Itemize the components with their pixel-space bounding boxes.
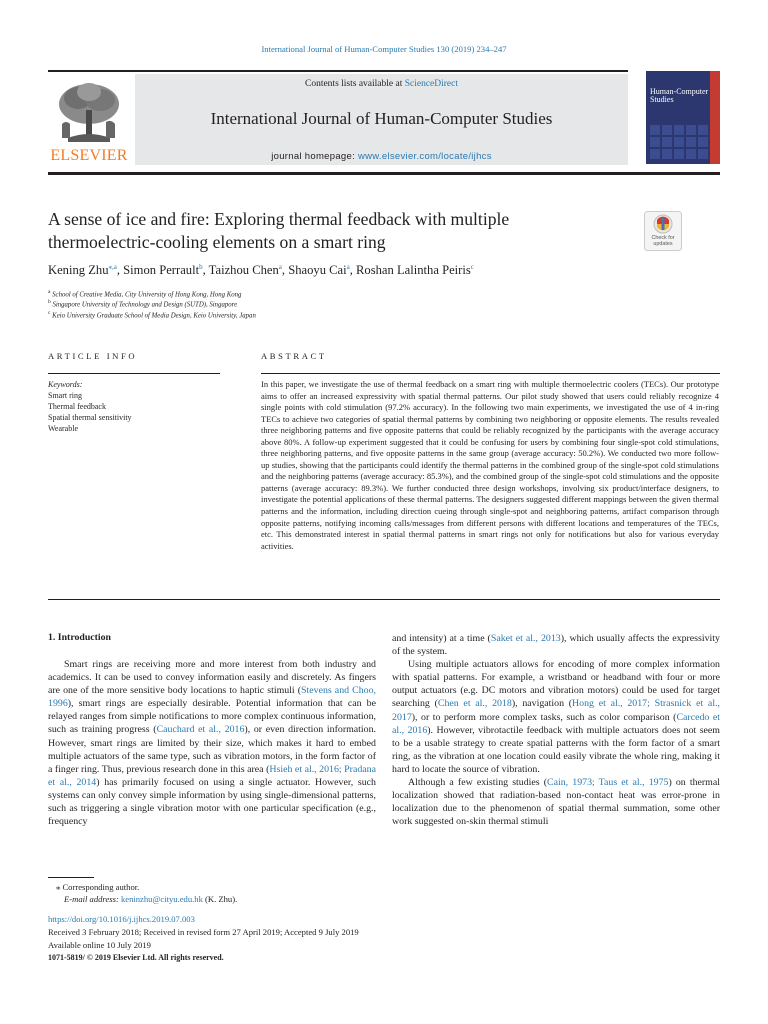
author-name[interactable]: Kening Zhu bbox=[48, 263, 109, 278]
author-name[interactable]: Simon Perrault bbox=[123, 263, 200, 278]
available-online: Available online 10 July 2019 bbox=[48, 940, 151, 950]
body-column-right bbox=[392, 632, 720, 828]
keyword: Thermal feedback bbox=[48, 402, 106, 411]
keyword: Wearable bbox=[48, 424, 78, 433]
keyword: Spatial thermal sensitivity bbox=[48, 413, 132, 422]
copyright: 1071-5819/ © 2019 Elsevier Ltd. All rights reserved. bbox=[48, 953, 224, 962]
body-text: ) has primarily focused on using a single actuator. However, such systems can only convey simple information by using single-dimensional patterns, such as triggering a single vibration motor with one particular specification (e.g., frequency bbox=[48, 776, 376, 828]
homepage-link[interactable]: www.elsevier.com/locate/ijhcs bbox=[357, 151, 492, 162]
contents-line: Contents lists available at ScienceDirect bbox=[304, 79, 458, 89]
body-column-left bbox=[48, 658, 376, 828]
body-text: ), or even direction information. However, smart rings are limited by their size, which makes it hard to embed multiple actuators of the same type, such as vibration motors, in the form factor of a finger ring. Thus, previous research done in this area ( bbox=[48, 724, 377, 775]
body-text: ) on thermal localization showed that radiation-based non-contact heat was error-prone in localization due to the phenomenon of spatial thermal summation, some other work suggested on-skin thermal stimuli bbox=[392, 777, 720, 828]
body-paragraph bbox=[392, 632, 720, 658]
body-paragraph bbox=[392, 776, 720, 828]
sciencedirect-link[interactable]: ScienceDirect bbox=[404, 79, 458, 89]
journal-cover-image[interactable] bbox=[646, 71, 720, 164]
email-line: E-mail address: keninzhu@cityu.edu.hk (K. Zhu). bbox=[64, 894, 238, 904]
author-name[interactable]: Shaoyu Cai bbox=[288, 263, 347, 278]
citation-link[interactable]: Chen et al., 2018 bbox=[437, 698, 512, 710]
citation-link[interactable]: Cauchard et al., 2016 bbox=[156, 724, 245, 736]
abstract-text: In this paper, we investigate the use of thermal feedback on a smart ring with multiple thermoelectric coolers (TECs). Our prototype aims to offer an increased expressivity with spatial thermal patterns. Our pilot study showed that users could reliably recognize 4 single points with cold stimulation (97.2% accuracy). In the following two main experiments, we investigated the use of 4 in-ring TECs to achieve two categories of spatial thermal patterns by combining two neighboring or opposite elements. The results revealed three neighboring patterns and five opposite patterns that could be reliably recognized by the participants with the average accuracy above 80%. A follow-up experiment suggested that it could be confusing for users by combining four single-spot cold stimulations, three neighboring patterns, and five opposite patterns in the same group (average accuracy: 50.2%). We conducted two more follow-up studies, showing that the participants could identify the thermal patterns in the combined group of the single-spot cold stimulations and the neighboring patterns (average accuracy: 85.3%), and the combined group of the single-spot cold stimulations and the opposite patterns (average accuracy: 89.3%). We further conducted three design workshops, involving six product/interface designers, to investigate the potential applications of these thermal patterns. The designers suggested different mappings between the given thermal patterns and the information, including direction cueing through single-spot and neighboring patterns, artifact comparison through opposite patterns, notifying incoming calls/messages from different persons with different locations and temperatures of the TECs, etc. This demonstrated interest in spatial thermal patterns in smart rings not only for notifications but also for various everyday activities. bbox=[261, 379, 719, 551]
article-info-rule bbox=[48, 373, 220, 374]
journal-title: International Journal of Human-Computer Studies bbox=[210, 109, 553, 128]
body-text: Although a few existing studies ( bbox=[408, 777, 548, 789]
header-top-rule bbox=[48, 70, 628, 72]
header-bottom-rule bbox=[48, 172, 720, 175]
body-text: ), or to perform more complex tasks, such as color comparison ( bbox=[411, 711, 677, 723]
author-affil-mark[interactable]: c bbox=[470, 263, 474, 271]
citation-link[interactable]: Hong et al., 2017; Strasnick et al., 2017 bbox=[392, 698, 721, 723]
section-heading-introduction: 1. Introduction bbox=[48, 632, 111, 643]
author-name[interactable]: Taizhou Chen bbox=[208, 263, 279, 278]
citation-link[interactable]: Saket et al., 2013 bbox=[490, 633, 561, 644]
body-text: ), which usually affects the expressivity of the system. bbox=[392, 633, 720, 658]
author-affil-mark[interactable]: a bbox=[346, 263, 350, 271]
footnote-rule bbox=[48, 877, 94, 878]
author-name[interactable]: Roshan Lalintha Peiris bbox=[356, 263, 471, 278]
affiliation: $^c$ Keio University Graduate School of Media Design, Keio University, Japan bbox=[48, 310, 256, 320]
body-text: ). However, vibrotactile feedback with multiple actuators does not seem to be a usable strategy to create spatial patterns with the form factor of a smart ring, as the vibration at one location could easily vibrate the whole ring, making it hard to locate the source of vibration. bbox=[392, 724, 720, 775]
elsevier-wordmark: ELSEVIER bbox=[50, 147, 128, 164]
citation-link[interactable]: Carcedo et al., 2016 bbox=[392, 711, 720, 736]
body-text: Using multiple actuators allows for encoding of more complex information with spatial patterns. For example, a wristband or headband with four or more output actuators (e.g. DC motors and vibration motors) could be used for target searching ( bbox=[392, 659, 720, 710]
author-list: Kening Zhu$^{⁎,a}$, Simon Perrault$^b$, Taizhou Chen$^a$, Shaoyu Cai$^a$, Roshan Lalintha Peiris$^c$ bbox=[48, 263, 474, 278]
journal-homepage: journal homepage: www.elsevier.com/locate/ijhcs bbox=[271, 151, 492, 162]
abstract-bottom-rule bbox=[48, 599, 720, 600]
body-text: ), navigation ( bbox=[511, 698, 573, 710]
keyword: Smart ring bbox=[48, 391, 82, 400]
email-link[interactable]: keninzhu@cityu.edu.hk bbox=[120, 894, 203, 904]
doi-link[interactable]: https://doi.org/10.1016/j.ijhcs.2019.07.003 bbox=[48, 914, 195, 924]
citation-link[interactable]: Hsieh et al., 2016; Pradana et al., 2014 bbox=[48, 763, 376, 788]
article-info-heading: ARTICLE INFO bbox=[48, 351, 138, 361]
body-paragraph bbox=[392, 658, 720, 776]
body-text: ), smart rings are especially desirable. Potential information that can be relayed ranges from simple notifications to more complex continuous information, such as training progress ( bbox=[48, 698, 376, 736]
affiliation: $^a$ School of Creative Media, City University of Hong Kong, Hong Kong bbox=[48, 289, 242, 299]
article-title: A sense of ice and fire: Exploring thermal feedback with multiple thermoelectric-cooling elements on a smart ring bbox=[48, 209, 510, 252]
citation-link[interactable]: Stevens and Choo, 1996 bbox=[48, 685, 376, 710]
author-affil-mark[interactable]: b bbox=[199, 263, 203, 271]
cover-title: Human-Computer Studies bbox=[650, 87, 709, 105]
body-text: Smart rings are receiving more and more interest from both industry and academics. It can be used to convey information easily and discretely. As fingers are one of the more sensitive body locations to haptic stimuli ( bbox=[48, 659, 376, 697]
author-affil-mark[interactable]: ⁎,a bbox=[108, 263, 117, 271]
corresponding-author-note: ⁎ Corresponding author. bbox=[56, 882, 140, 892]
citation-link[interactable]: Cain, 1973; Taus et al., 1975 bbox=[547, 777, 669, 789]
author-affil-mark[interactable]: a bbox=[278, 263, 282, 271]
affiliation: $^b$ Singapore University of Technology and Design (SUTD), Singapore bbox=[48, 299, 238, 309]
abstract-heading: ABSTRACT bbox=[261, 351, 327, 361]
cover-art bbox=[646, 71, 720, 164]
received-dates: Received 3 February 2018; Received in revised form 27 April 2019; Accepted 9 July 2019 bbox=[48, 927, 359, 937]
abstract-rule bbox=[261, 373, 720, 374]
body-paragraph bbox=[48, 658, 376, 828]
journal-citation[interactable]: International Journal of Human-Computer Studies 130 (2019) 234–247 bbox=[261, 44, 507, 54]
body-text: and intensity) at a time ( bbox=[392, 633, 491, 644]
keywords-label: Keywords: bbox=[48, 380, 83, 389]
check-for-updates-label: Check for updates bbox=[651, 235, 675, 247]
